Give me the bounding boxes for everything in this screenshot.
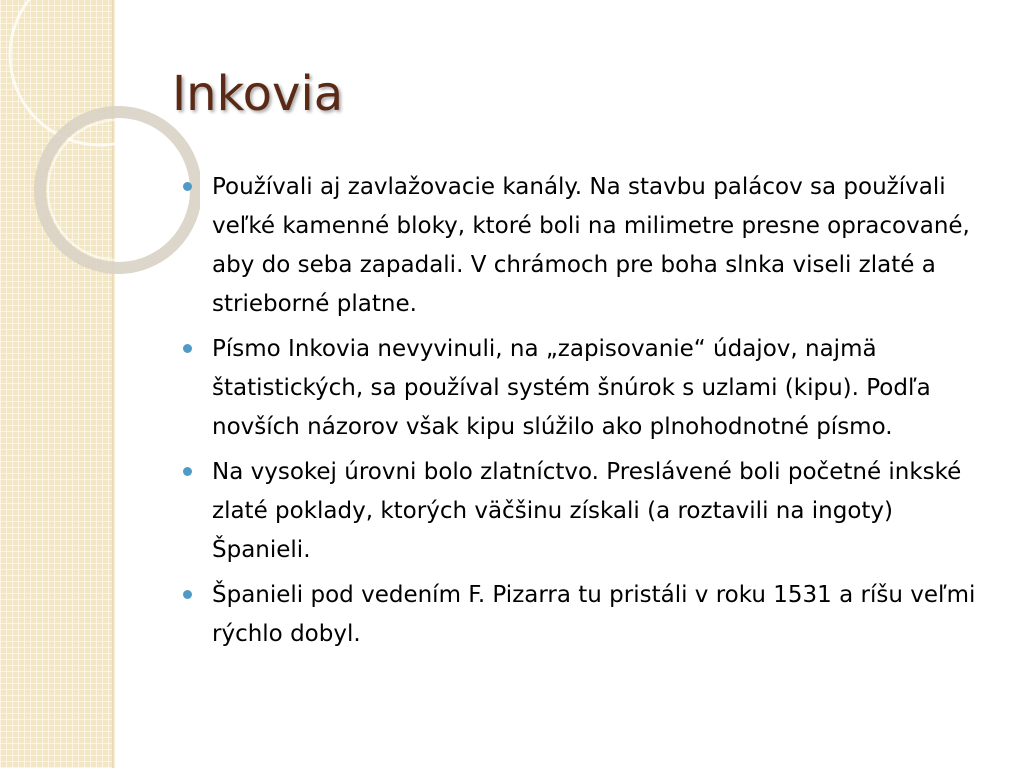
slide-title: Inkovia <box>172 66 344 122</box>
bullet-icon <box>183 182 192 191</box>
bullet-item <box>180 576 980 654</box>
bullet-item <box>180 168 980 324</box>
bullet-item <box>180 453 980 570</box>
decorative-ring-lower-highlight <box>48 120 188 260</box>
bullet-list <box>180 168 980 660</box>
bullet-text: Používali aj zavlažovacie kanály. Na stavbu palácov sa používali veľké kamenné bloky, ktoré boli na milimetre presne opracované, aby do seba zapadali. V chrámoch pre boha slnka viseli zlaté a strieborné platne. <box>212 174 970 317</box>
bullet-icon <box>183 590 192 599</box>
bullet-text: Na vysokej úrovni bolo zlatníctvo. Preslávené boli početné inkské zlaté poklady, ktorých väčšinu získali (a roztavili na ingoty) Španieli. <box>212 459 962 563</box>
bullet-item <box>180 330 980 447</box>
bullet-text: Písmo Inkovia nevyvinuli, na „zapisovanie“ údajov, najmä štatistických, sa používal systém šnúrok s uzlami (kipu). Podľa novších názorov však kipu slúžilo ako plnohodnotné písmo. <box>212 336 931 440</box>
bullet-icon <box>183 467 192 476</box>
decorative-ring-lower <box>40 112 196 268</box>
bullet-text: Španieli pod vedením F. Pizarra tu pristáli v roku 1531 a ríšu veľmi rýchlo dobyl. <box>212 582 976 647</box>
decorative-rings <box>0 0 200 300</box>
bullet-icon <box>183 344 192 353</box>
